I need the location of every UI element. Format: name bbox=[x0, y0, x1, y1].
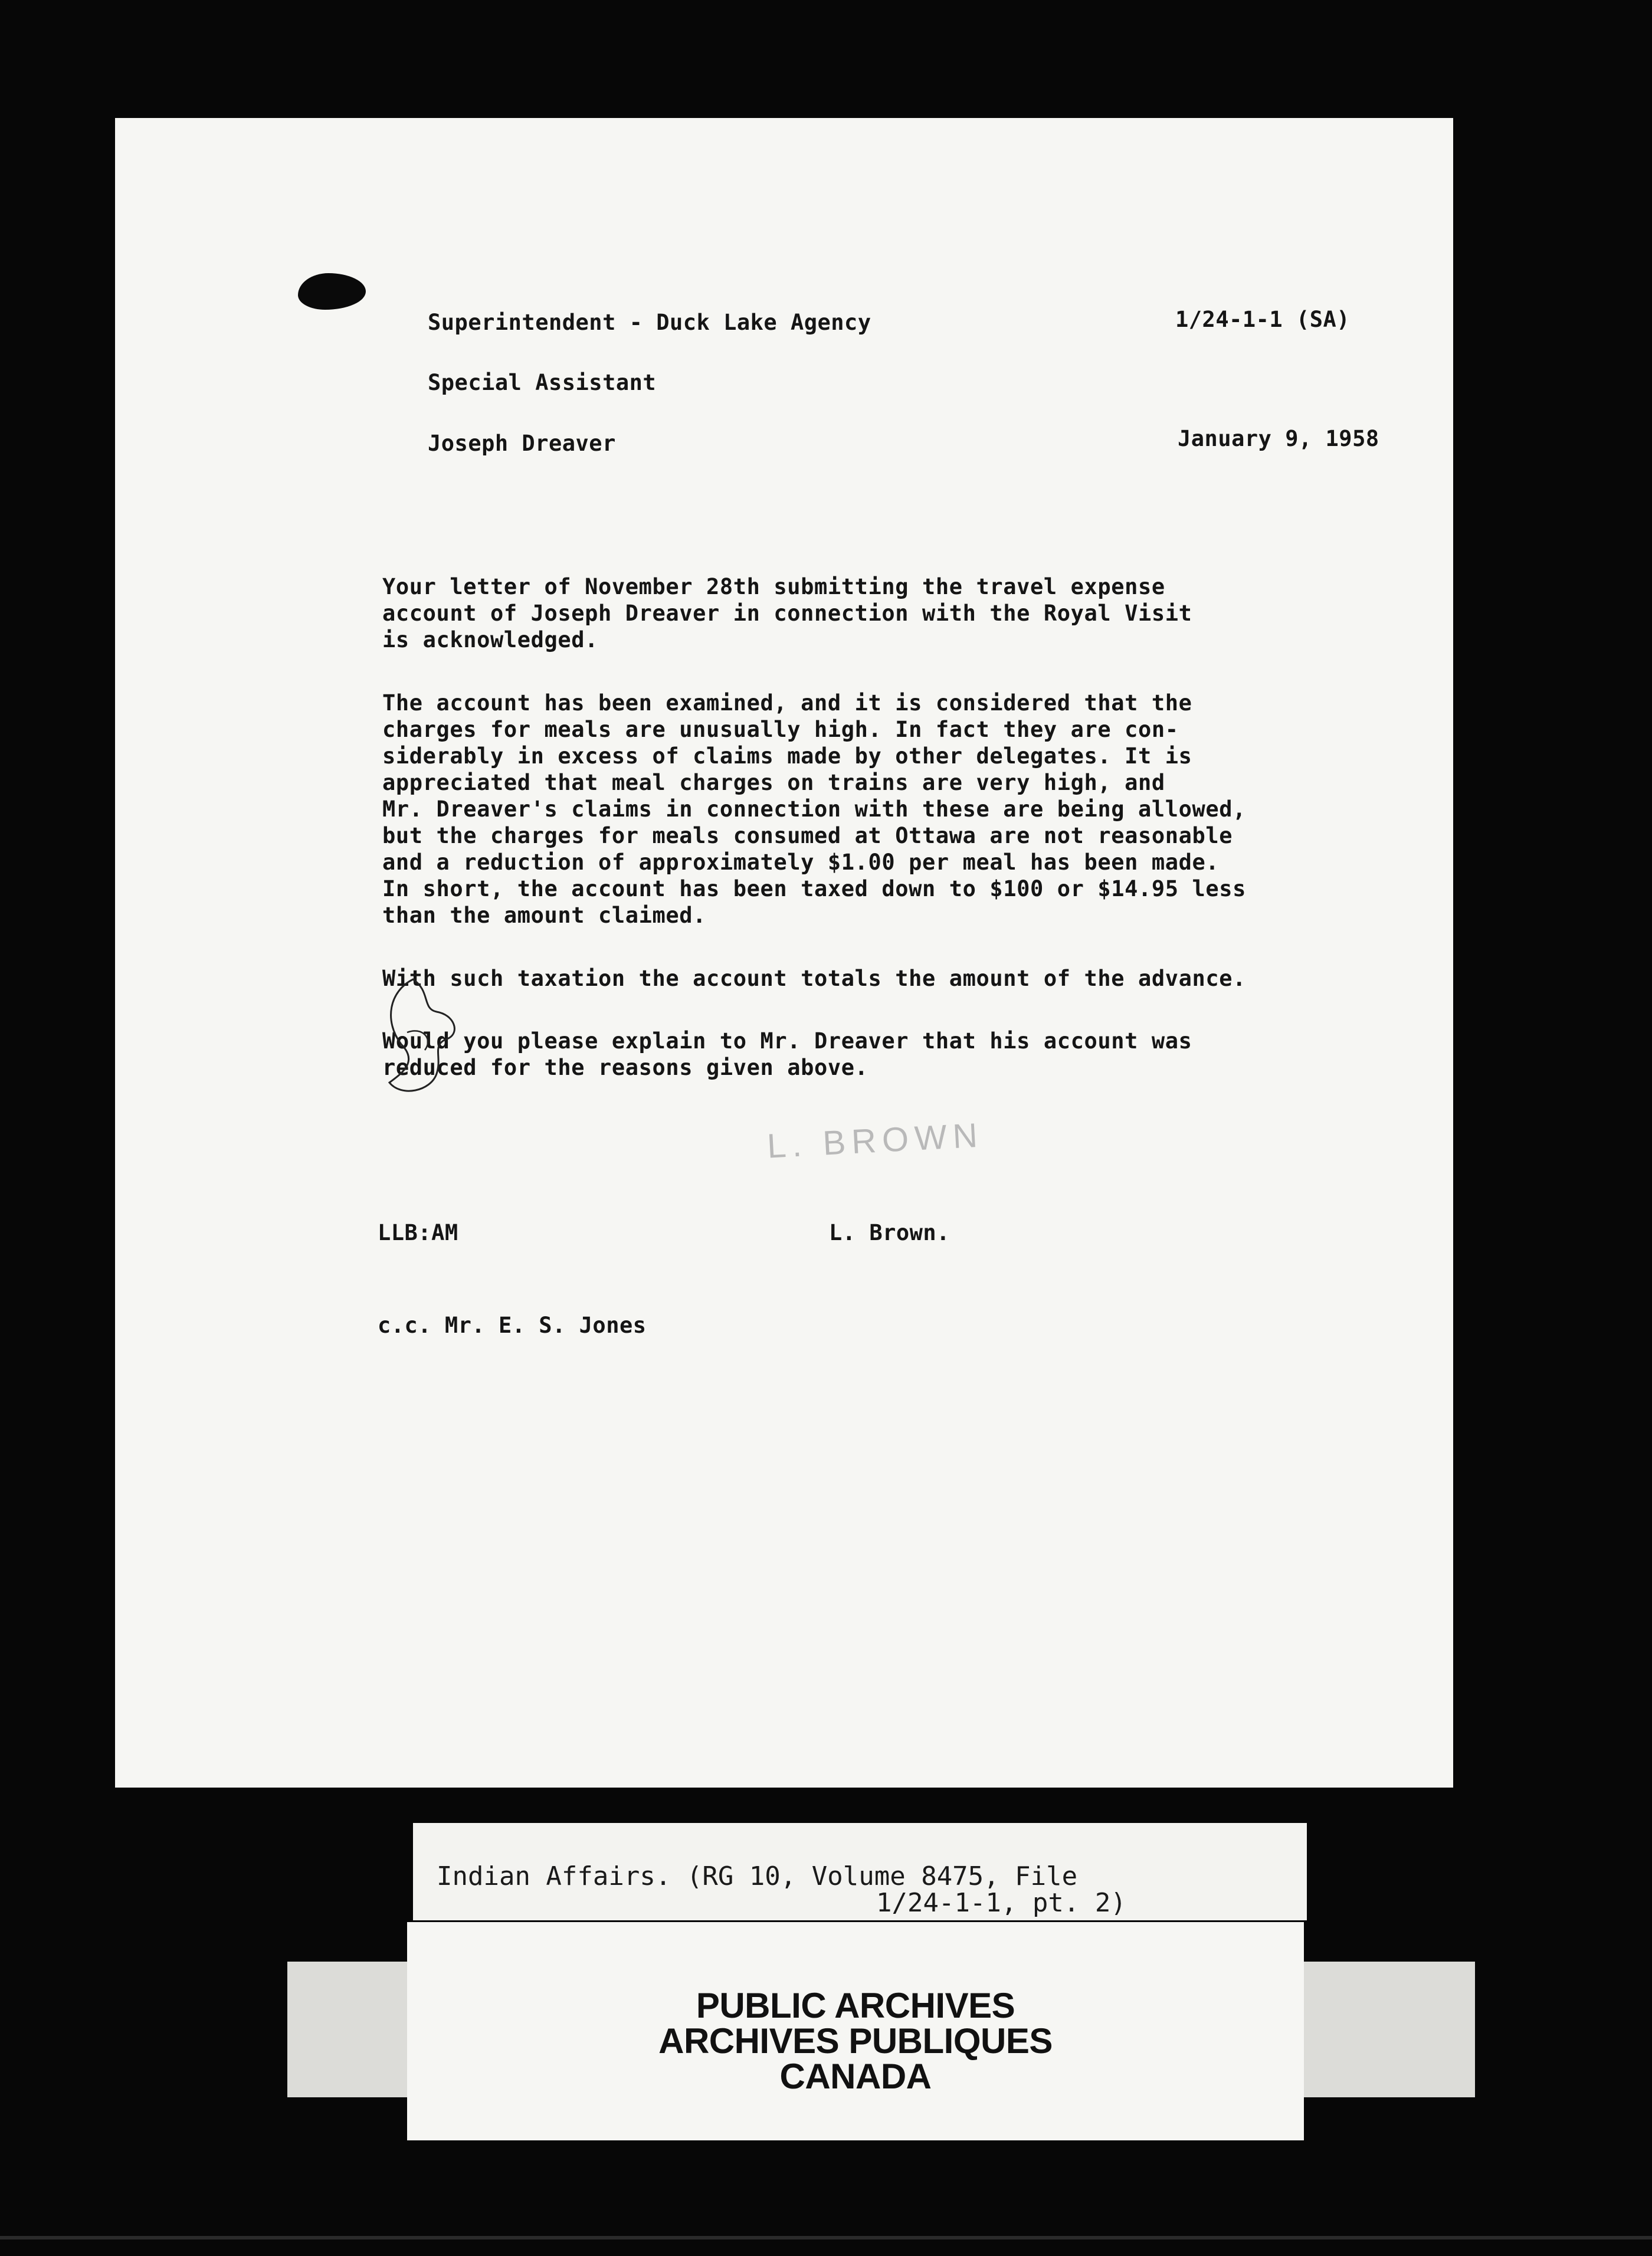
body-text-line: Your letter of November 28th submitting the travel expense bbox=[382, 574, 1165, 599]
body-text-line: account of Joseph Dreaver in connection with the Royal Visit bbox=[382, 601, 1192, 626]
carbon-copy-line: c.c. Mr. E. S. Jones bbox=[378, 1313, 647, 1338]
archives-stamp-line2: ARCHIVES PUBLIQUES bbox=[658, 2021, 1053, 2061]
body-text-line: but the charges for meals consumed at Ottawa are not reasonable bbox=[382, 823, 1233, 848]
archives-stamp-line1: PUBLIC ARCHIVES bbox=[696, 1986, 1015, 2025]
subject-line: Joseph Dreaver bbox=[428, 431, 616, 456]
archives-stamp-line3: CANADA bbox=[779, 2057, 932, 2096]
body-text-line: In short, the account has been taxed down to $100 or $14.95 less bbox=[382, 876, 1247, 901]
body-text-line: Would you please explain to Mr. Dreaver that his account was bbox=[382, 1028, 1192, 1054]
letter-page bbox=[115, 118, 1453, 1788]
recipient-line: Superintendent - Duck Lake Agency bbox=[428, 310, 871, 335]
body-text-line: is acknowledged. bbox=[382, 627, 599, 652]
archive-label-line1: Indian Affairs. (RG 10, Volume 8475, File bbox=[437, 1861, 1078, 1891]
body-text-line: than the amount claimed. bbox=[382, 903, 707, 928]
body-text-line: Mr. Dreaver's claims in connection with these are being allowed, bbox=[382, 796, 1247, 822]
sender-line: Special Assistant bbox=[428, 370, 657, 395]
signature-line: L. Brown. bbox=[829, 1220, 950, 1245]
body-text-line: siderably in excess of claims made by other delegates. It is bbox=[382, 743, 1192, 769]
file-reference: 1/24-1-1 (SA) bbox=[1175, 307, 1351, 332]
archive-label-line2: 1/24-1-1, pt. 2) bbox=[876, 1888, 1126, 1918]
body-text-line: appreciated that meal charges on trains are very high, and bbox=[382, 770, 1165, 795]
letter-date: January 9, 1958 bbox=[1178, 426, 1379, 451]
name-stamp: L. BROWN bbox=[766, 1116, 985, 1166]
body-text-line: charges for meals are unusually high. In fact they are con- bbox=[382, 717, 1179, 742]
body-text-line: reduced for the reasons given above. bbox=[382, 1055, 868, 1080]
handwritten-scribble bbox=[366, 956, 472, 1115]
body-text-line: With such taxation the account totals the amount of the advance. bbox=[382, 966, 1247, 991]
typist-initials: LLB:AM bbox=[378, 1220, 458, 1245]
scan-edge-line bbox=[0, 2236, 1652, 2239]
body-text-line: The account has been examined, and it is considered that the bbox=[382, 690, 1192, 716]
body-text-line: and a reduction of approximately $1.00 per meal has been made. bbox=[382, 850, 1220, 875]
